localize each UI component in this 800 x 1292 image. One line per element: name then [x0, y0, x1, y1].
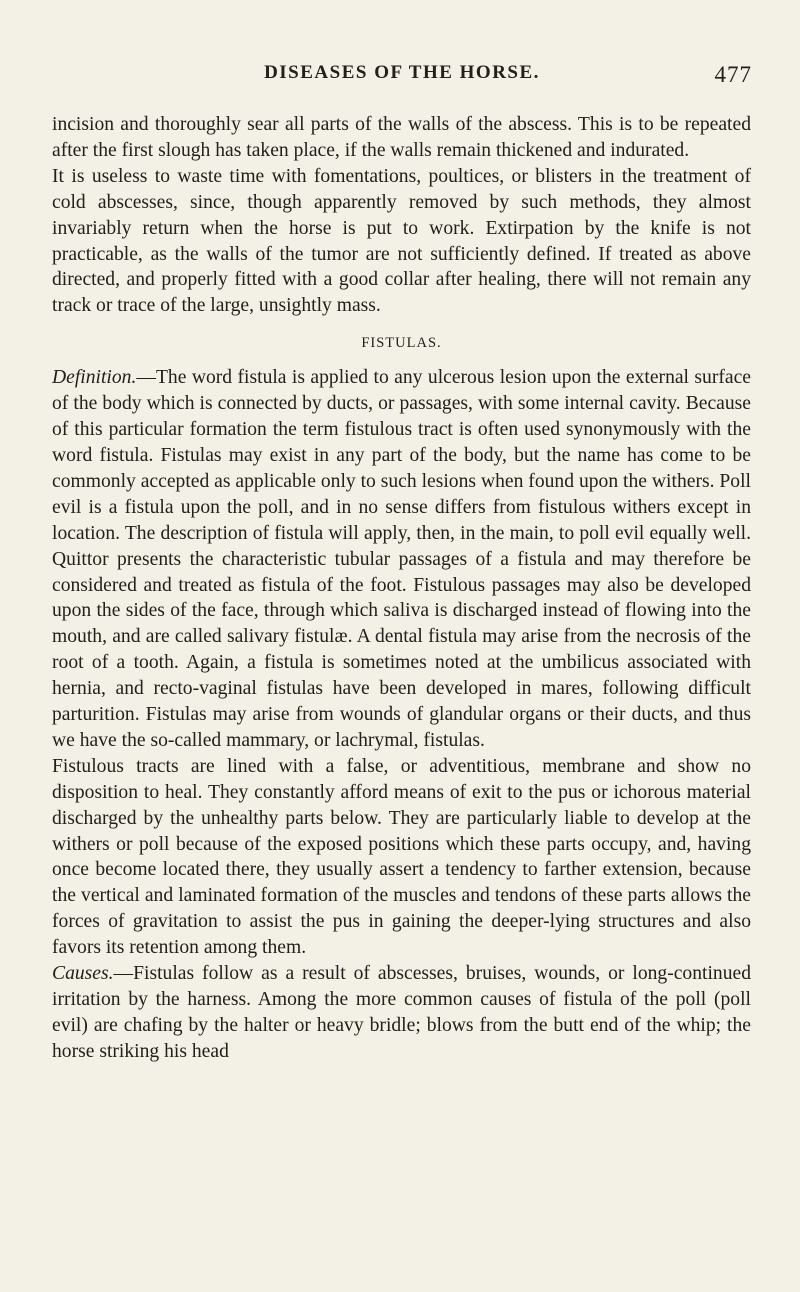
section-heading-fistulas: FISTULAS.	[361, 335, 442, 352]
body-text	[52, 112, 751, 1065]
paragraph-fistulous-tracts: Fistulous tracts are lined with a false, or adventitious, membrane and show no disposition to heal. They constantly afford means of exit to the pus or ichorous material discharged by the unhealthy parts below. They are particularly liable to develop at the withers or poll because of the exposed positions which these parts occupy, and, having once become located there, they usually assert a tendency to farther extension, because the vertical and laminated formation of the muscles and tendons of these parts allows the forces of gravitation to assist the pus in gaining the deeper-lying structures and also favors its retention among them.	[52, 755, 751, 959]
causes-lead: Causes.	[52, 963, 114, 985]
definition-text: —The word fistula is applied to any ulcerous lesion upon the external surface of the body which is connected by ducts, or passages, with some internal cavity. Because of this particular formation the term fistulous tract is often used synonymously with the word fistula. Fistulas may exist in any part of the body, but the name has come to be commonly accepted as applicable only to such lesions when found upon the withers. Poll evil is a fistula upon the poll, and in no sense differs from fistulous withers except in location. The description of fistula will apply, then, in the main, to poll evil equally well. Quittor presents the characteristic tubular passages of a fistula and may therefore be considered and treated as fistula of the foot. Fistulous passages may also be developed upon the sides of the face, through which saliva is discharged instead of flowing into the mouth, and are called salivary fistulæ. A dental fistula may arise from the necrosis of the root of a tooth. Again, a fistula is sometimes noted at the umbilicus associated with hernia, and recto-vaginal fistulas have been developed in mares, following difficult parturition. Fistulas may arise from wounds of glandular organs or their ducts, and thus we have the so-called mammary, or lachrymal, fistulas.	[52, 367, 751, 751]
running-head	[52, 62, 752, 92]
paragraph-definition	[52, 365, 751, 754]
causes-text: —Fistulas follow as a result of abscesses, bruises, wounds, or long-continued irritation by the harness. Among the more common causes of fistula of the poll (poll evil) are chafing by the halter or heavy bridle; blows from the butt end of the whip; the horse striking his head	[52, 963, 751, 1062]
paragraph-causes	[52, 961, 751, 1065]
paragraph-cold-abscess-treatment: It is useless to waste time with fomentations, poultices, or blisters in the treatment of cold abscesses, since, though apparently removed by such methods, they almost invariably return when the horse is put to work. Extirpation by the knife is not practicable, as the walls of the tumor are not sufficiently defined. If treated as above directed, and properly fitted with a good collar after healing, there will not remain any track or trace of the large, unsightly mass.	[52, 165, 751, 317]
running-title: DISEASES OF THE HORSE.	[264, 62, 540, 83]
paragraph-abscess-continued: incision and thoroughly sear all parts of the walls of the abscess. This is to be repeated after the first slough has taken place, if the walls remain thickened and indurated.	[52, 114, 751, 161]
definition-lead: Definition.	[52, 367, 137, 389]
page-number: 477	[714, 62, 752, 87]
